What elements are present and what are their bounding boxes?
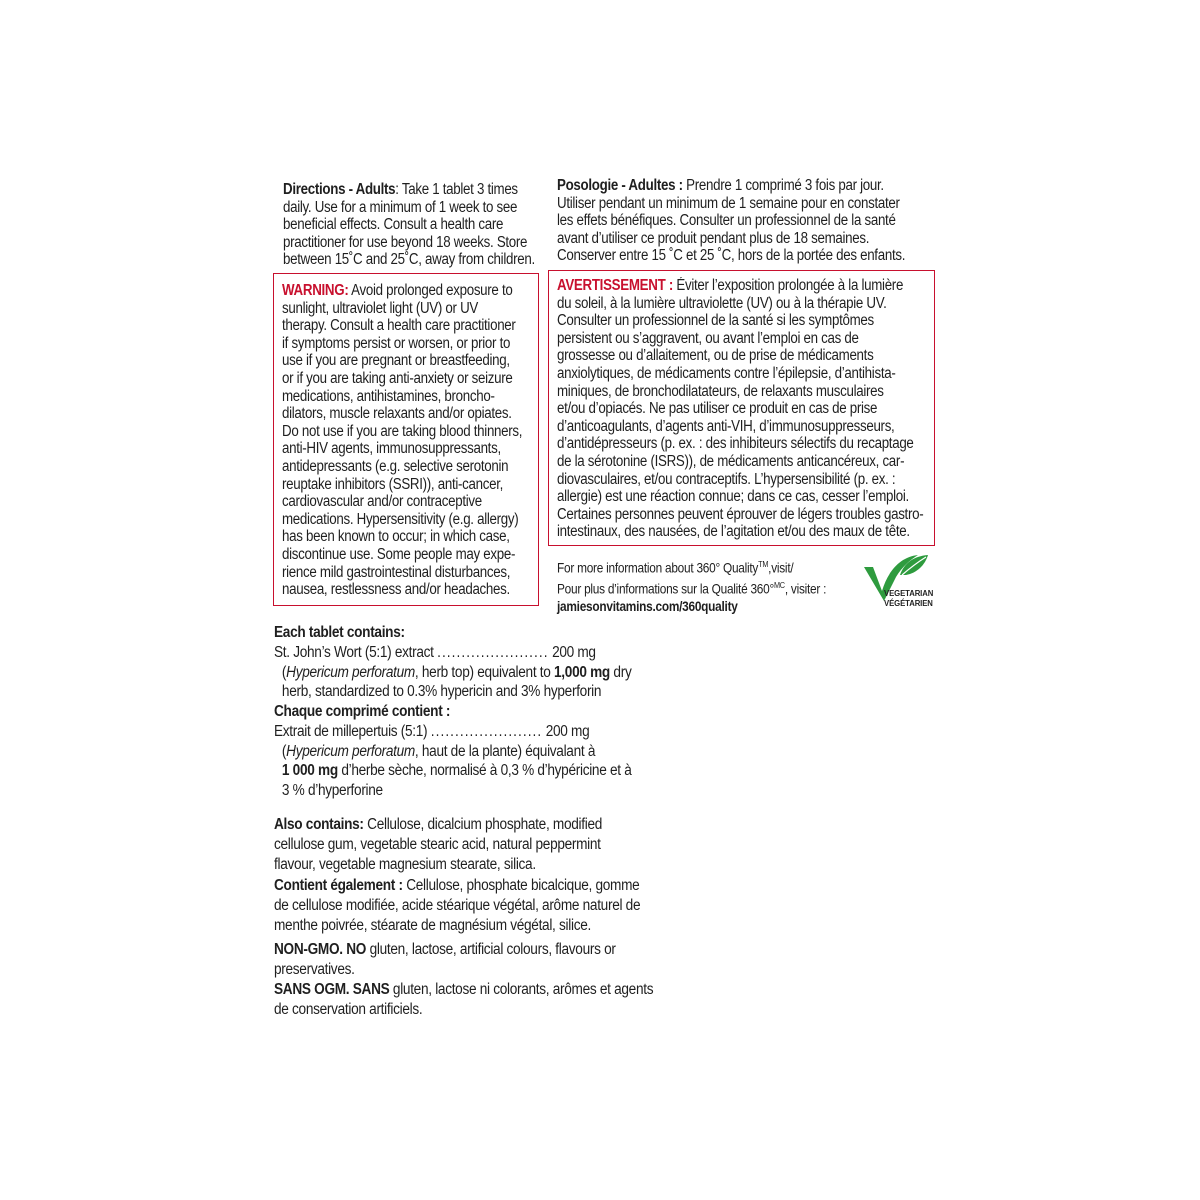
also-contains-line: flavour, vegetable magnesium stearate, silica. [274, 855, 536, 873]
warning-fr-line: Éviter l’exposition prolongée à la lumière [672, 277, 904, 294]
warning-en-heading: WARNING: [282, 282, 349, 299]
vegetarian-badge [862, 551, 940, 613]
equivalent-amount: 1 000 mg [281, 762, 338, 780]
directions-en-line: daily. Use for a minimum of 1 week to see [283, 198, 518, 216]
also-contains-fr-heading: Contient également : [274, 877, 403, 894]
directions-fr-line: Prendre 1 comprimé 3 fois par jour. [682, 177, 884, 194]
warning-en-line: use if you are pregnant or breastfeeding, [282, 352, 510, 370]
warning-en-line: Do not use if you are taking blood thinners, [282, 422, 523, 440]
ingredient-amount: 200 mg [552, 643, 596, 661]
warning-en-line: if symptoms persist or worsen, or prior to [282, 334, 511, 352]
directions-en-line: between 15˚C and 25˚C, away from children. [283, 251, 535, 269]
also-contains-en-heading: Also contains: [274, 816, 364, 833]
free-from-line: gluten, lactose ni colorants, arômes et agents [389, 981, 654, 998]
mc-sup: MC [773, 580, 785, 591]
also-contains-line: Cellulose, dicalcium phosphate, modified [363, 816, 603, 833]
free-from-line: preservatives. [274, 960, 355, 978]
leader-dots: ....................... [437, 643, 549, 661]
warning-en-line: rience mild gastrointestinal disturbances, [282, 563, 511, 581]
more-info-fr-suffix: , visiter : [784, 581, 827, 597]
free-from-en [274, 940, 694, 980]
equivalent-amount: 1,000 mg [554, 663, 610, 681]
warning-fr [557, 277, 983, 541]
directions-en-line: : Take 1 tablet 3 times [395, 181, 518, 198]
warning-fr-line: persistent ou s’aggravent, ou avant l’emploi en cas de [557, 329, 859, 347]
ingredient-detail: herb, standardized to 0.3% hypericin and 3% hyperforin [281, 683, 602, 701]
warning-fr-line: Certaines personnes peuvent éprouver de légers troubles gastro- [557, 505, 924, 523]
also-contains-line: cellulose gum, vegetable stearic acid, natural peppermint [274, 835, 601, 853]
warning-fr-line: d’anticoagulants, d’agents anti-VIH, d’immunosuppresseurs, [557, 417, 895, 435]
ingredient-detail: 3 % d’hyperforine [281, 782, 383, 800]
more-info-url[interactable]: jamiesonvitamins.com/360quality [557, 599, 738, 615]
warning-en-line: or if you are taking anti-anxiety or seizure [282, 369, 513, 387]
also-contains-line: de cellulose modifiée, acide stéarique végétal, arôme naturel de [274, 896, 641, 914]
warning-fr-line: anxiolytiques, de médicaments contre l’épilepsie, d’antihista- [557, 364, 896, 382]
warning-en-line: sunlight, ultraviolet light (UV) or UV [282, 299, 478, 317]
warning-en [282, 282, 561, 599]
warning-en-line: antidepressants (e.g. selective serotonin [282, 457, 509, 475]
ingredient-amount: 200 mg [545, 722, 590, 740]
warning-fr-heading: AVERTISSEMENT : [557, 277, 673, 294]
warning-fr-line: diovasculaires, et/ou contraceptifs. L’hypersensibilité (p. ex. : [557, 470, 896, 488]
ingredients-fr [274, 702, 694, 801]
warning-en-line: medications. Hypersensitivity (e.g. allergy) [282, 510, 519, 528]
free-from-fr [274, 980, 694, 1020]
ingredient-detail: ( [281, 742, 287, 760]
free-from-line: gluten, lactose, artificial colours, flavours or [366, 941, 616, 958]
latin-name: Hypericum perforatum [286, 742, 415, 760]
directions-en [283, 181, 576, 269]
vegetarian-label-en: VEGETARIAN [884, 588, 934, 598]
free-from-fr-heading: SANS OGM. SANS [274, 981, 390, 998]
directions-en-line: beneficial effects. Consult a health care [283, 216, 504, 234]
trademark-sup: TM [758, 559, 769, 569]
warning-en-line: has been known to occur; in which case, [282, 528, 510, 546]
warning-en-line: discontinue use. Some people may expe- [282, 545, 516, 563]
latin-name: Hypericum perforatum [286, 663, 415, 681]
free-from-line: de conservation artificiels. [274, 1000, 423, 1018]
more-info [557, 556, 870, 616]
vegetarian-label-fr: VÉGÉTARIEN [884, 598, 933, 608]
ingredients-en-heading: Each tablet contains: [274, 624, 405, 641]
warning-en-line: Avoid prolonged exposure to [348, 282, 513, 299]
warning-en-line: medications, antihistamines, broncho- [282, 387, 495, 405]
warning-fr-line: grossesse ou d’allaitement, ou de prise de médicaments [557, 347, 874, 365]
warning-fr-line: de la sérotonine (ISRS)), de médicaments anticancéreux, car- [557, 452, 905, 470]
warning-fr-line: miniques, de bronchodilatateurs, de relaxants musculaires [557, 382, 884, 400]
leader-dots: ....................... [430, 722, 543, 740]
ingredient-detail: , haut de la plante) équivalant à [414, 742, 596, 760]
also-contains-line: menthe poivrée, stéarate de magnésium végétal, silice. [274, 916, 591, 934]
ingredient-name: Extrait de millepertuis (5:1) [274, 722, 428, 740]
directions-fr-line: avant d’utiliser ce produit pendant plus de 18 semaines. [557, 229, 870, 247]
warning-fr-line: allergie) est une réaction connue; dans ce cas, cesser l’emploi. [557, 488, 909, 506]
directions-en-line: practitioner for use beyond 18 weeks. Store [283, 233, 528, 251]
directions-fr-line: Conserver entre 15 ˚C et 25 ˚C, hors de la portée des enfants. [557, 247, 906, 265]
also-contains-en [274, 815, 694, 874]
warning-fr-line: intestinaux, des nausées, de l’agitation et/ou des maux de tête. [557, 523, 910, 541]
warning-en-line: reuptake inhibitors (SSRI)), anti-cancer, [282, 475, 504, 493]
warning-en-line: therapy. Consult a health care practitioner [282, 317, 516, 335]
more-info-en-text: For more information about 360° Quality [557, 560, 759, 576]
ingredient-detail: ( [281, 663, 287, 681]
warning-en-line: cardiovascular and/or contraceptive [282, 493, 482, 511]
ingredient-detail: d’herbe sèche, normalisé à 0,3 % d’hypéricine et à [337, 762, 632, 780]
directions-fr [557, 177, 962, 265]
directions-fr-line: Utiliser pendant un minimum de 1 semaine pour en constater [557, 194, 900, 212]
directions-en-heading: Directions - Adults [283, 181, 396, 198]
also-contains-fr [274, 876, 694, 935]
warning-fr-line: d’antidépresseurs (p. ex. : des inhibiteurs sélectifs du recaptage [557, 435, 914, 453]
directions-fr-line: les effets bénéfiques. Consulter un professionnel de la santé [557, 212, 896, 230]
more-info-en-suffix: ,visit/ [768, 560, 794, 576]
more-info-fr-text: Pour plus d’informations sur la Qualité 360° [557, 581, 774, 597]
ingredients-fr-heading: Chaque comprimé contient : [274, 703, 451, 720]
also-contains-line: Cellulose, phosphate bicalcique, gomme [402, 877, 640, 894]
warning-en-line: nausea, restlessness and/or headaches. [282, 581, 510, 599]
warning-en-line: dilators, muscle relaxants and/or opiates. [282, 405, 512, 423]
ingredient-name: St. John’s Wort (5:1) extract [274, 643, 434, 661]
ingredients-en [274, 623, 694, 702]
ingredient-detail: , herb top) equivalent to [414, 663, 555, 681]
ingredient-detail: dry [609, 663, 632, 681]
warning-fr-line: du soleil, à la lumière ultraviolette (UV) ou à la thérapie UV. [557, 294, 887, 312]
warning-en-line: anti-HIV agents, immunosuppressants, [282, 440, 501, 458]
warning-fr-line: et/ou d’opiacés. Ne pas utiliser ce produit en cas de prise [557, 400, 878, 418]
free-from-en-heading: NON-GMO. NO [274, 941, 367, 958]
directions-fr-heading: Posologie - Adultes : [557, 177, 683, 194]
warning-fr-line: Consulter un professionnel de la santé si les symptômes [557, 312, 874, 330]
